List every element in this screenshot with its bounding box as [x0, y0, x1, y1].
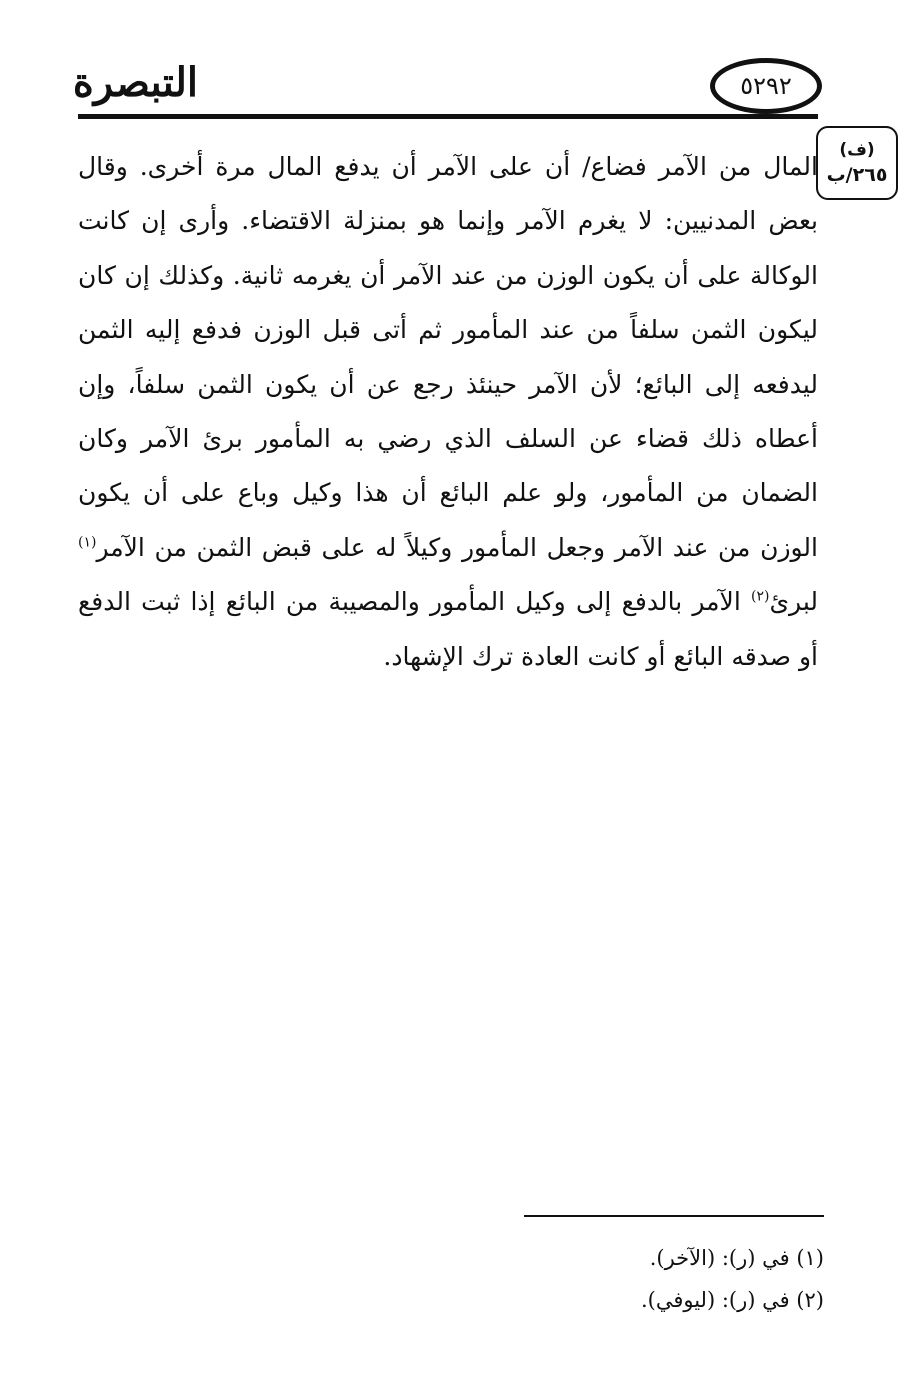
header-rule: [78, 114, 818, 119]
footnote-separator: [524, 1215, 824, 1217]
manuscript-siglum: (ف): [839, 140, 875, 160]
page-number: ٥٢٩٢: [740, 72, 792, 100]
footnote-2: (٢) في (ر): (ليوفي).: [640, 1288, 824, 1312]
footnote-ref-2: (٢): [751, 588, 770, 605]
footnote-ref-1: (١): [78, 534, 97, 551]
body-paragraph: [78, 140, 818, 684]
manuscript-folio: ٢٦٥/ب: [826, 164, 888, 186]
body-text-part-1: المال من الآمر فضاع/ أن على الآمر أن يدفع المال مرة أخرى. وقال بعض المدنيين: لا يغرم الآمر وإنما هو بمنزلة الاقتضاء. وأرى إن كانت الوكالة على أن يكون الوزن من عند الآمر أن يغرمه ثانية. وكذلك إن كان ليكون الثمن سلفاً من عند المأمور ثم أتى قبل الوزن فدفع إليه الثمن ليدفعه إلى البائع؛ لأن الآمر حينئذ رجع عن أن يكون الثمن سلفاً، وإن أعطاه ذلك قضاء عن السلف الذي رضي به المأمور برئ الآمر وكان الضمان من المأمور، ولو علم البائع أن هذا وكيل وباع على أن يكون الوزن من عند الآمر وجعل المأمور وكيلاً له على قبض الثمن من الآمر: [78, 152, 818, 562]
book-title: التبصرة: [72, 59, 198, 106]
body-text-part-2: لبرئ: [769, 587, 818, 617]
body-text-part-3: الآمر بالدفع إلى وكيل المأمور والمصيبة من البائع إذا ثبت الدفع أو صدقه البائع أو كانت العادة ترك الإشهاد.: [78, 587, 818, 671]
manuscript-folio-note: [816, 126, 898, 200]
page-number-badge: [710, 58, 822, 114]
footnotes: [524, 1237, 824, 1321]
footnote-1: (١) في (ر): (الآخر).: [649, 1246, 824, 1270]
